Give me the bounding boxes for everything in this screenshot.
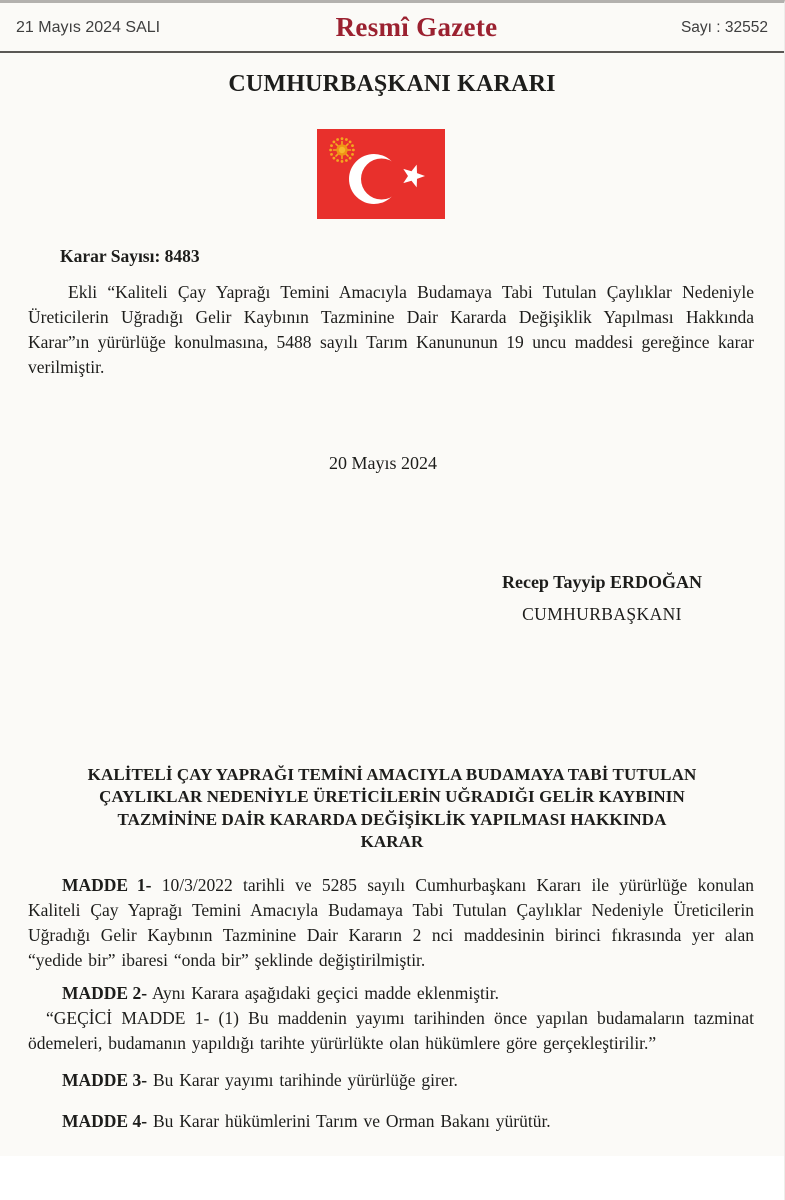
decree-date: 20 Mayıs 2024 [329,453,437,473]
article-madde-4 [28,1109,754,1134]
article-text: “GEÇİCİ MADDE 1- (1) Bu maddenin yayımı tarihinden önce yapılan budamaların tazminat ödemeleri, budamanın yapıldığı tarihte yürürlükte olan hükümlere göre gerçekleştirilir.” [28,1008,754,1054]
article-madde-2 [28,981,754,1006]
article-text: Bu Karar hükümlerini Tarım ve Orman Bakanı yürütür. [147,1111,551,1132]
signature-title: CUMHURBAŞKANI [522,604,682,624]
flag-container [0,129,773,219]
article-madde-1 [28,873,754,973]
sun-emblem-icon [329,137,355,163]
article-label: MADDE 3- [62,1070,148,1091]
signature-block [502,571,702,625]
article-text: Bu Karar yayımı tarihinde yürürlüğe girer. [147,1070,458,1091]
decision-number: Karar Sayısı: 8483 [60,246,200,266]
article-text: Aynı Karara aşağıdaki geçici madde eklenmiştir. [147,983,499,1004]
article-madde-3 [28,1068,754,1093]
article-label: MADDE 1- [62,875,152,896]
article-gecici-madde-1 [28,1006,754,1056]
gazette-title: Resmî Gazete [335,12,498,42]
attached-decision-title-line: ÇAYLIKLAR NEDENİYLE ÜRETİCİLERİN UĞRADIĞI GELİR KAYBININ [99,787,685,807]
article-label: MADDE 4- [62,1111,148,1132]
decree-body-paragraph: Ekli “Kaliteli Çay Yaprağı Temini Amacıyla Budamaya Tabi Tutulan Çaylıklar Nedeniyle Üreticilerin Uğradığı Gelir Kaybının Tazminine Dair Kararda Değişiklik Yapılması Hakkında Karar”ın yürürlüğe konulmasına, 5488 sayılı Tarım Kanununun 19 uncu maddesi gereğince karar verilmiştir. [28,282,754,377]
attached-decision-title-line: TAZMİNİNE DAİR KARARDA DEĞİŞİKLİK YAPILMASI HAKKINDA [117,809,667,829]
article-label: MADDE 2- [62,983,148,1004]
gazette-header [0,3,784,53]
attached-decision-title [0,764,784,853]
gazette-issue-number: Sayı : 32552 [680,18,768,36]
attached-decision-title-line: KALİTELİ ÇAY YAPRAĞI TEMİNİ AMACIYLA BUDAMAYA TABİ TUTULAN [87,765,697,784]
decree-heading: CUMHURBAŞKANI KARARI [228,71,556,97]
page-bottom-margin [0,1156,784,1200]
attached-decision-title-line: KARAR [360,831,424,851]
gazette-date: 21 Mayıs 2024 SALI [16,18,161,36]
presidential-flag-icon [317,129,445,219]
signature-name: Recep Tayyip ERDOĞAN [501,572,702,592]
article-text: 10/3/2022 tarihli ve 5285 sayılı Cumhurbaşkanı Kararı ile yürürlüğe konulan Kaliteli Çay Yaprağı Temini Amacıyla Budamaya Tabi Tutulan Çaylıklar Nedeniyle Üreticilerin Uğradığı Gelir Kaybının Tazminine Dair Kararın 2 nci maddesinin birinci fıkrasında yer alan “yedide bir” ibaresi “onda bir” şeklinde değiştirilmiştir. [28,875,754,971]
